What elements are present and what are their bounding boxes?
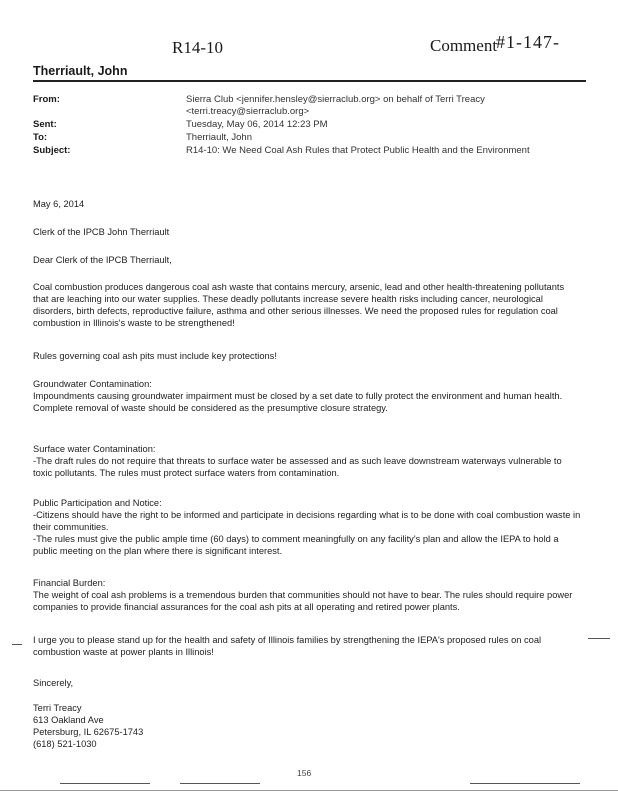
from-value: Sierra Club <jennifer.hensley@sierraclub.org> on behalf of Terri Treacy xyxy=(186,94,485,105)
comment-number: #1-147- xyxy=(496,32,560,52)
groundwater-point-1: Impoundments causing groundwater impairment must be closed by a set date to fully protect the environment and human health. xyxy=(33,391,563,401)
subject-value: R14-10: We Need Coal Ash Rules that Protect Public Health and the Environment xyxy=(186,145,530,156)
signature-name: Terri Treacy xyxy=(33,703,82,713)
groundwater-heading: Groundwater Contamination: xyxy=(33,379,152,389)
bottom-edge-rule xyxy=(0,790,618,791)
surface-heading: Surface water Contamination: xyxy=(33,444,156,454)
header-divider xyxy=(33,80,586,82)
sent-label: Sent: xyxy=(33,119,57,130)
groundwater-section xyxy=(33,378,581,414)
to-label: To: xyxy=(33,132,48,143)
signature-block xyxy=(33,702,581,750)
urge-text: I urge you to please stand up for the health and safety of Illinois families by strengthening the IEPA's proposed rules on coal combustion waste at power plants in Illinois! xyxy=(33,635,542,657)
surface-section xyxy=(33,443,581,479)
scan-mark xyxy=(60,783,150,784)
mailbox-owner: Therriault, John xyxy=(33,64,128,78)
sent-value: Tuesday, May 06, 2014 12:23 PM xyxy=(186,119,328,130)
participation-point-1: -Citizens should have the right to be informed and participate in decisions regarding what is to be done with coal combustion waste in their communities. xyxy=(33,510,581,532)
to-value: Therriault, John xyxy=(186,132,253,143)
financial-heading: Financial Burden: xyxy=(33,578,106,588)
page-number: 156 xyxy=(297,768,312,778)
docket-code: R14-10 xyxy=(172,38,223,57)
subject-label: Subject: xyxy=(33,145,71,156)
letter-salutation: Dear Clerk of the IPCB Therriault, xyxy=(33,255,172,265)
intro-paragraph xyxy=(33,281,581,329)
participation-section xyxy=(33,497,581,557)
participation-point-2: -The rules must give the public ample time (60 days) to comment meaningfully on any facility's plan and allow the IEPA to hold a public meeting on the plan where there is significant interest. xyxy=(33,534,559,556)
groundwater-point-2: Complete removal of waste should be considered as the presumptive closure strategy. xyxy=(33,403,388,413)
urge-paragraph xyxy=(33,634,581,658)
intro-text: Coal combustion produces dangerous coal ash waste that contains mercury, arsenic, lead and other health-threatening pollutants that are leaching into our water supplies. These deadly pollutants increase severe health risks including cancer, neurological disorders, birth defects, reproductive failure, asthma and other serious illnesses. We need the proposed rules for regulation coal combustion in Illinois's waste to be strengthened! xyxy=(33,282,565,328)
letter-date: May 6, 2014 xyxy=(33,199,85,209)
comment-label: Comment xyxy=(430,36,498,55)
signature-phone: (618) 521-1030 xyxy=(33,739,97,749)
surface-point-1: -The draft rules do not require that threats to surface water be assessed and as such leave downstream waterways vulnerable to toxic pollutants. The rules must protect surface waters from contamination. xyxy=(33,456,562,478)
signature-address-line-2: Petersburg, IL 62675-1743 xyxy=(33,727,144,737)
participation-heading: Public Participation and Notice: xyxy=(33,498,162,508)
financial-point-1: The weight of coal ash problems is a tremendous burden that communities should not have to bear. The rules should require power companies to provide financial assurances for the coal ash pits at all operating and retired power plants. xyxy=(33,590,573,612)
scan-mark xyxy=(588,638,610,639)
financial-section xyxy=(33,577,581,613)
scan-mark xyxy=(180,783,260,784)
closing: Sincerely, xyxy=(33,678,74,688)
signature-address-line-1: 613 Oakland Ave xyxy=(33,715,104,725)
from-value-email: <terri.treacy@sierraclub.org> xyxy=(186,106,310,117)
letter-addressee: Clerk of the IPCB John Therriault xyxy=(33,227,170,237)
scan-mark xyxy=(470,783,580,784)
protections-line: Rules governing coal ash pits must include key protections! xyxy=(33,351,277,361)
from-label: From: xyxy=(33,94,60,105)
scan-mark xyxy=(12,644,22,645)
